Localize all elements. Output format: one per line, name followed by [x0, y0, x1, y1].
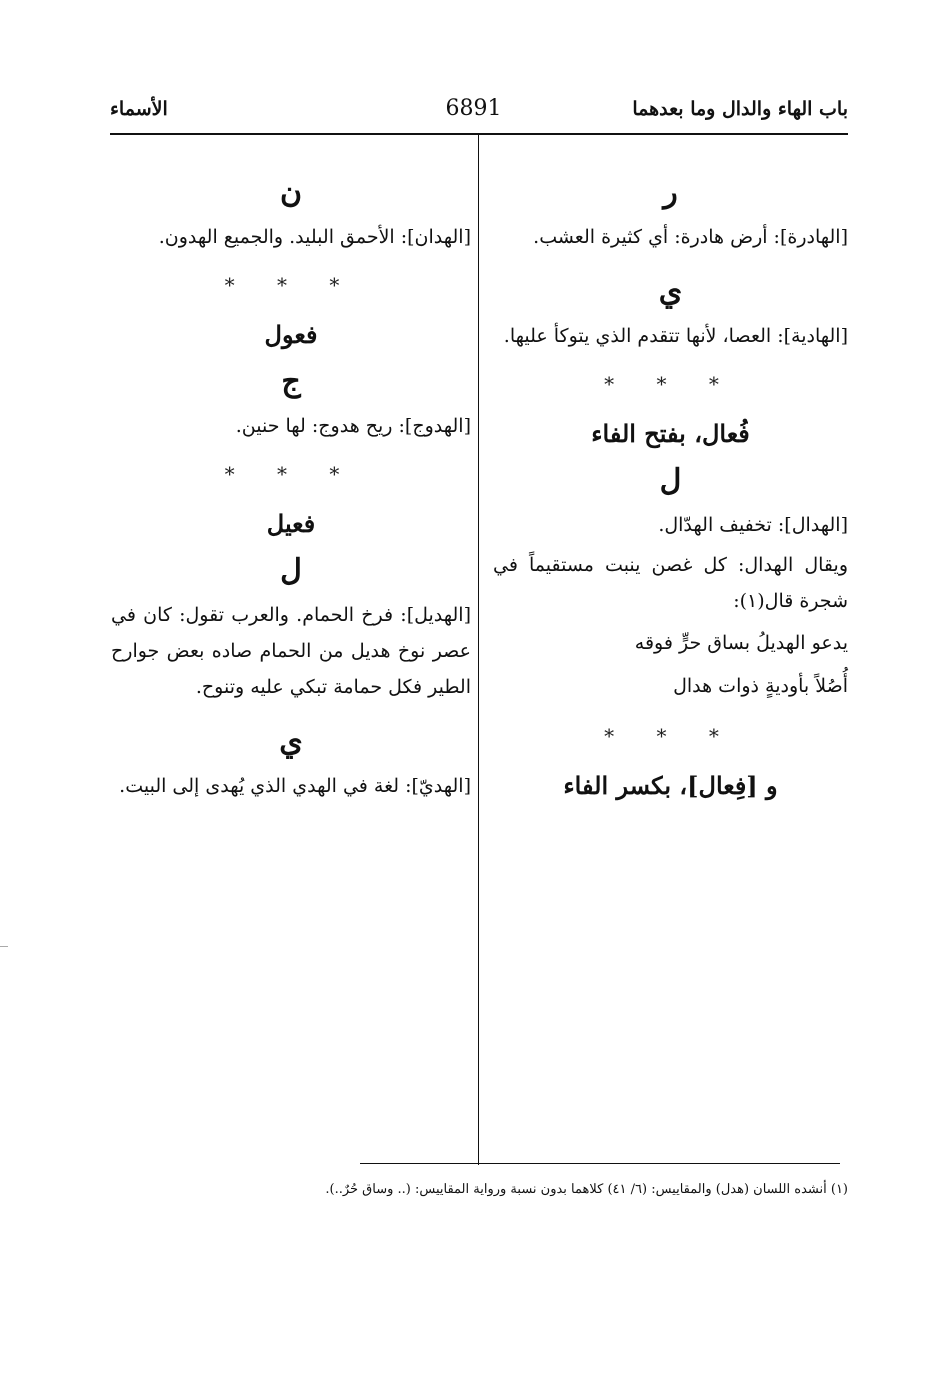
entry-hadiya: [الهادية]: العصا، لأنها تتقدم الذي يتوكأ عليها.	[503, 325, 848, 348]
entry-hadouj: [الهدوج]: ريح هدوج: لها حنين.	[235, 415, 471, 438]
letter-heading-nun: ن	[279, 175, 303, 210]
letter-heading-lam: ل	[659, 463, 682, 499]
entry-hadira: [الهادرة]: أرض هادرة: أي كثيرة العشب.	[533, 226, 848, 248]
letter-heading-lam: ل	[280, 553, 302, 589]
pattern-heading-fiaal: و [فِعال]، بكسر الفاء	[563, 770, 778, 800]
footnote: (١) أنشده اللسان (هدل) والمقاييس: (٦/ ٤١) كلاهما بدون نسبة ورواية المقاييس: (.. وساق حُرٌ..).	[325, 1182, 848, 1197]
verse-line-1: يدعو الهديلُ بساق حرٍّ فوقه	[634, 632, 848, 655]
letter-heading-ya: ي	[658, 274, 683, 310]
entry-hudal: [الهدال]: تخفيف الهدّال.	[658, 514, 848, 537]
section-title: الأسماء	[110, 98, 168, 120]
column-divider	[478, 135, 479, 1165]
entry-hudal-branch: ويقال الهدال: كل غصن ينبت مستقيماً في شجرة قال(١):	[493, 554, 848, 613]
section-separator: * * *	[604, 723, 737, 748]
footnote-rule	[360, 1163, 840, 1164]
pattern-heading-faal: فُعال، بفتح الفاء	[591, 419, 750, 449]
letter-heading-ra: ر	[663, 175, 678, 210]
section-separator: * * *	[224, 273, 358, 298]
page-number: 6891	[445, 96, 502, 121]
header-rule	[110, 133, 848, 135]
section-separator: * * *	[604, 372, 737, 397]
entry-hadil: [الهديل]: فرخ الحمام. والعرب تقول: كان في عصر نوخ هديل من الحمام صاده بعض جوارح الطير فكل حمامة تبكي عليه وتنوح.	[111, 604, 471, 699]
right-column	[493, 170, 848, 810]
letter-heading-ya: ي	[279, 724, 303, 760]
pattern-heading-faool: فعول	[264, 320, 318, 350]
section-separator: * * *	[224, 462, 358, 487]
margin-mark	[0, 946, 8, 947]
left-column	[111, 170, 471, 809]
entry-hidan: [الهدان]: الأحمق البليد. والجميع الهدون.	[158, 226, 471, 248]
pattern-heading-faeel: فعيل	[266, 509, 316, 539]
entry-hadiyy: [الهديّ]: لغة في الهدي الذي يُهدى إلى البيت.	[119, 775, 471, 798]
verse-line-2: أُصُلاً بأوديةٍ ذوات هدال	[673, 674, 848, 697]
running-title: باب الهاء والدال وما بعدهما	[632, 98, 848, 120]
letter-heading-jim: ج	[281, 364, 301, 400]
